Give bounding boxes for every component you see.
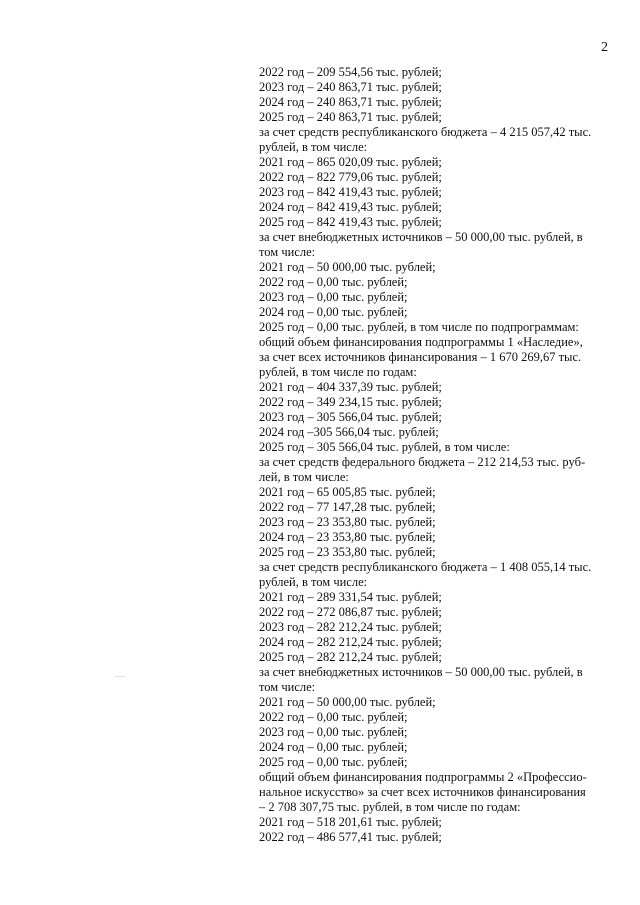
text-line: – 2 708 307,75 тыс. рублей, в том числе по годам: — [259, 800, 521, 814]
margin-mark — [115, 676, 125, 677]
text-line: рублей, в том числе по годам: — [259, 365, 417, 379]
text-line: 2025 год – 282 212,24 тыс. рублей; — [259, 650, 442, 664]
text-line: 2024 год – 842 419,43 тыс. рублей; — [259, 200, 442, 214]
text-line: лей, в том числе: — [259, 470, 349, 484]
text-line: 2021 год – 404 337,39 тыс. рублей; — [259, 380, 442, 394]
text-line: 2021 год – 289 331,54 тыс. рублей; — [259, 590, 442, 604]
page-number: 2 — [601, 40, 608, 55]
text-line: 2023 год – 842 419,43 тыс. рублей; — [259, 185, 442, 199]
text-line: рублей, в том числе: — [259, 575, 368, 589]
text-line: общий объем финансирования подпрограммы 2 «Профессио- — [259, 770, 587, 784]
text-line: 2025 год – 305 566,04 тыс. рублей, в том числе: — [259, 440, 510, 454]
text-line: 2023 год – 240 863,71 тыс. рублей; — [259, 80, 442, 94]
text-line: 2024 год – 23 353,80 тыс. рублей; — [259, 530, 436, 544]
text-line: 2024 год –305 566,04 тыс. рублей; — [259, 425, 439, 439]
text-line: 2024 год – 282 212,24 тыс. рублей; — [259, 635, 442, 649]
text-line: том числе: — [259, 245, 316, 259]
document-body — [259, 65, 611, 845]
text-line: 2021 год – 50 000,00 тыс. рублей; — [259, 260, 436, 274]
text-line: 2023 год – 305 566,04 тыс. рублей; — [259, 410, 442, 424]
text-line: 2023 год – 23 353,80 тыс. рублей; — [259, 515, 436, 529]
text-line: за счет внебюджетных источников – 50 000,00 тыс. рублей, в — [259, 665, 583, 679]
text-line: 2021 год – 65 005,85 тыс. рублей; — [259, 485, 436, 499]
text-line: 2021 год – 50 000,00 тыс. рублей; — [259, 695, 436, 709]
text-line: 2022 год – 209 554,56 тыс. рублей; — [259, 65, 442, 79]
text-line: 2022 год – 77 147,28 тыс. рублей; — [259, 500, 436, 514]
text-line: 2025 год – 842 419,43 тыс. рублей; — [259, 215, 442, 229]
text-line: за счет средств республиканского бюджета – 4 215 057,42 тыс. — [259, 125, 592, 139]
text-line: 2024 год – 240 863,71 тыс. рублей; — [259, 95, 442, 109]
text-line: 2024 год – 0,00 тыс. рублей; — [259, 305, 408, 319]
text-line: рублей, в том числе: — [259, 140, 368, 154]
text-line: за счет средств федерального бюджета – 212 214,53 тыс. руб- — [259, 455, 586, 469]
text-line: за счет средств республиканского бюджета – 1 408 055,14 тыс. — [259, 560, 592, 574]
text-line: 2023 год – 0,00 тыс. рублей; — [259, 725, 408, 739]
text-line: за счет внебюджетных источников – 50 000,00 тыс. рублей, в — [259, 230, 583, 244]
text-line: 2022 год – 0,00 тыс. рублей; — [259, 275, 408, 289]
text-line: 2025 год – 0,00 тыс. рублей; — [259, 755, 408, 769]
text-line: 2025 год – 240 863,71 тыс. рублей; — [259, 110, 442, 124]
text-line: 2025 год – 0,00 тыс. рублей, в том числе по подпрограммам: — [259, 320, 579, 334]
text-line: нальное искусство» за счет всех источников финансирования — [259, 785, 586, 799]
text-line: 2024 год – 0,00 тыс. рублей; — [259, 740, 408, 754]
text-line: 2023 год – 0,00 тыс. рублей; — [259, 290, 408, 304]
text-line: 2022 год – 349 234,15 тыс. рублей; — [259, 395, 442, 409]
text-line: 2022 год – 272 086,87 тыс. рублей; — [259, 605, 442, 619]
text-line: 2021 год – 518 201,61 тыс. рублей; — [259, 815, 442, 829]
text-line: 2021 год – 865 020,09 тыс. рублей; — [259, 155, 442, 169]
text-line: 2022 год – 486 577,41 тыс. рублей; — [259, 830, 442, 844]
text-line: 2022 год – 0,00 тыс. рублей; — [259, 710, 408, 724]
text-line: 2025 год – 23 353,80 тыс. рублей; — [259, 545, 436, 559]
text-line: том числе: — [259, 680, 316, 694]
text-line: за счет всех источников финансирования – 1 670 269,67 тыс. — [259, 350, 582, 364]
text-line: 2022 год – 822 779,06 тыс. рублей; — [259, 170, 442, 184]
text-line: 2023 год – 282 212,24 тыс. рублей; — [259, 620, 442, 634]
text-line: общий объем финансирования подпрограммы 1 «Наследие», — [259, 335, 583, 349]
